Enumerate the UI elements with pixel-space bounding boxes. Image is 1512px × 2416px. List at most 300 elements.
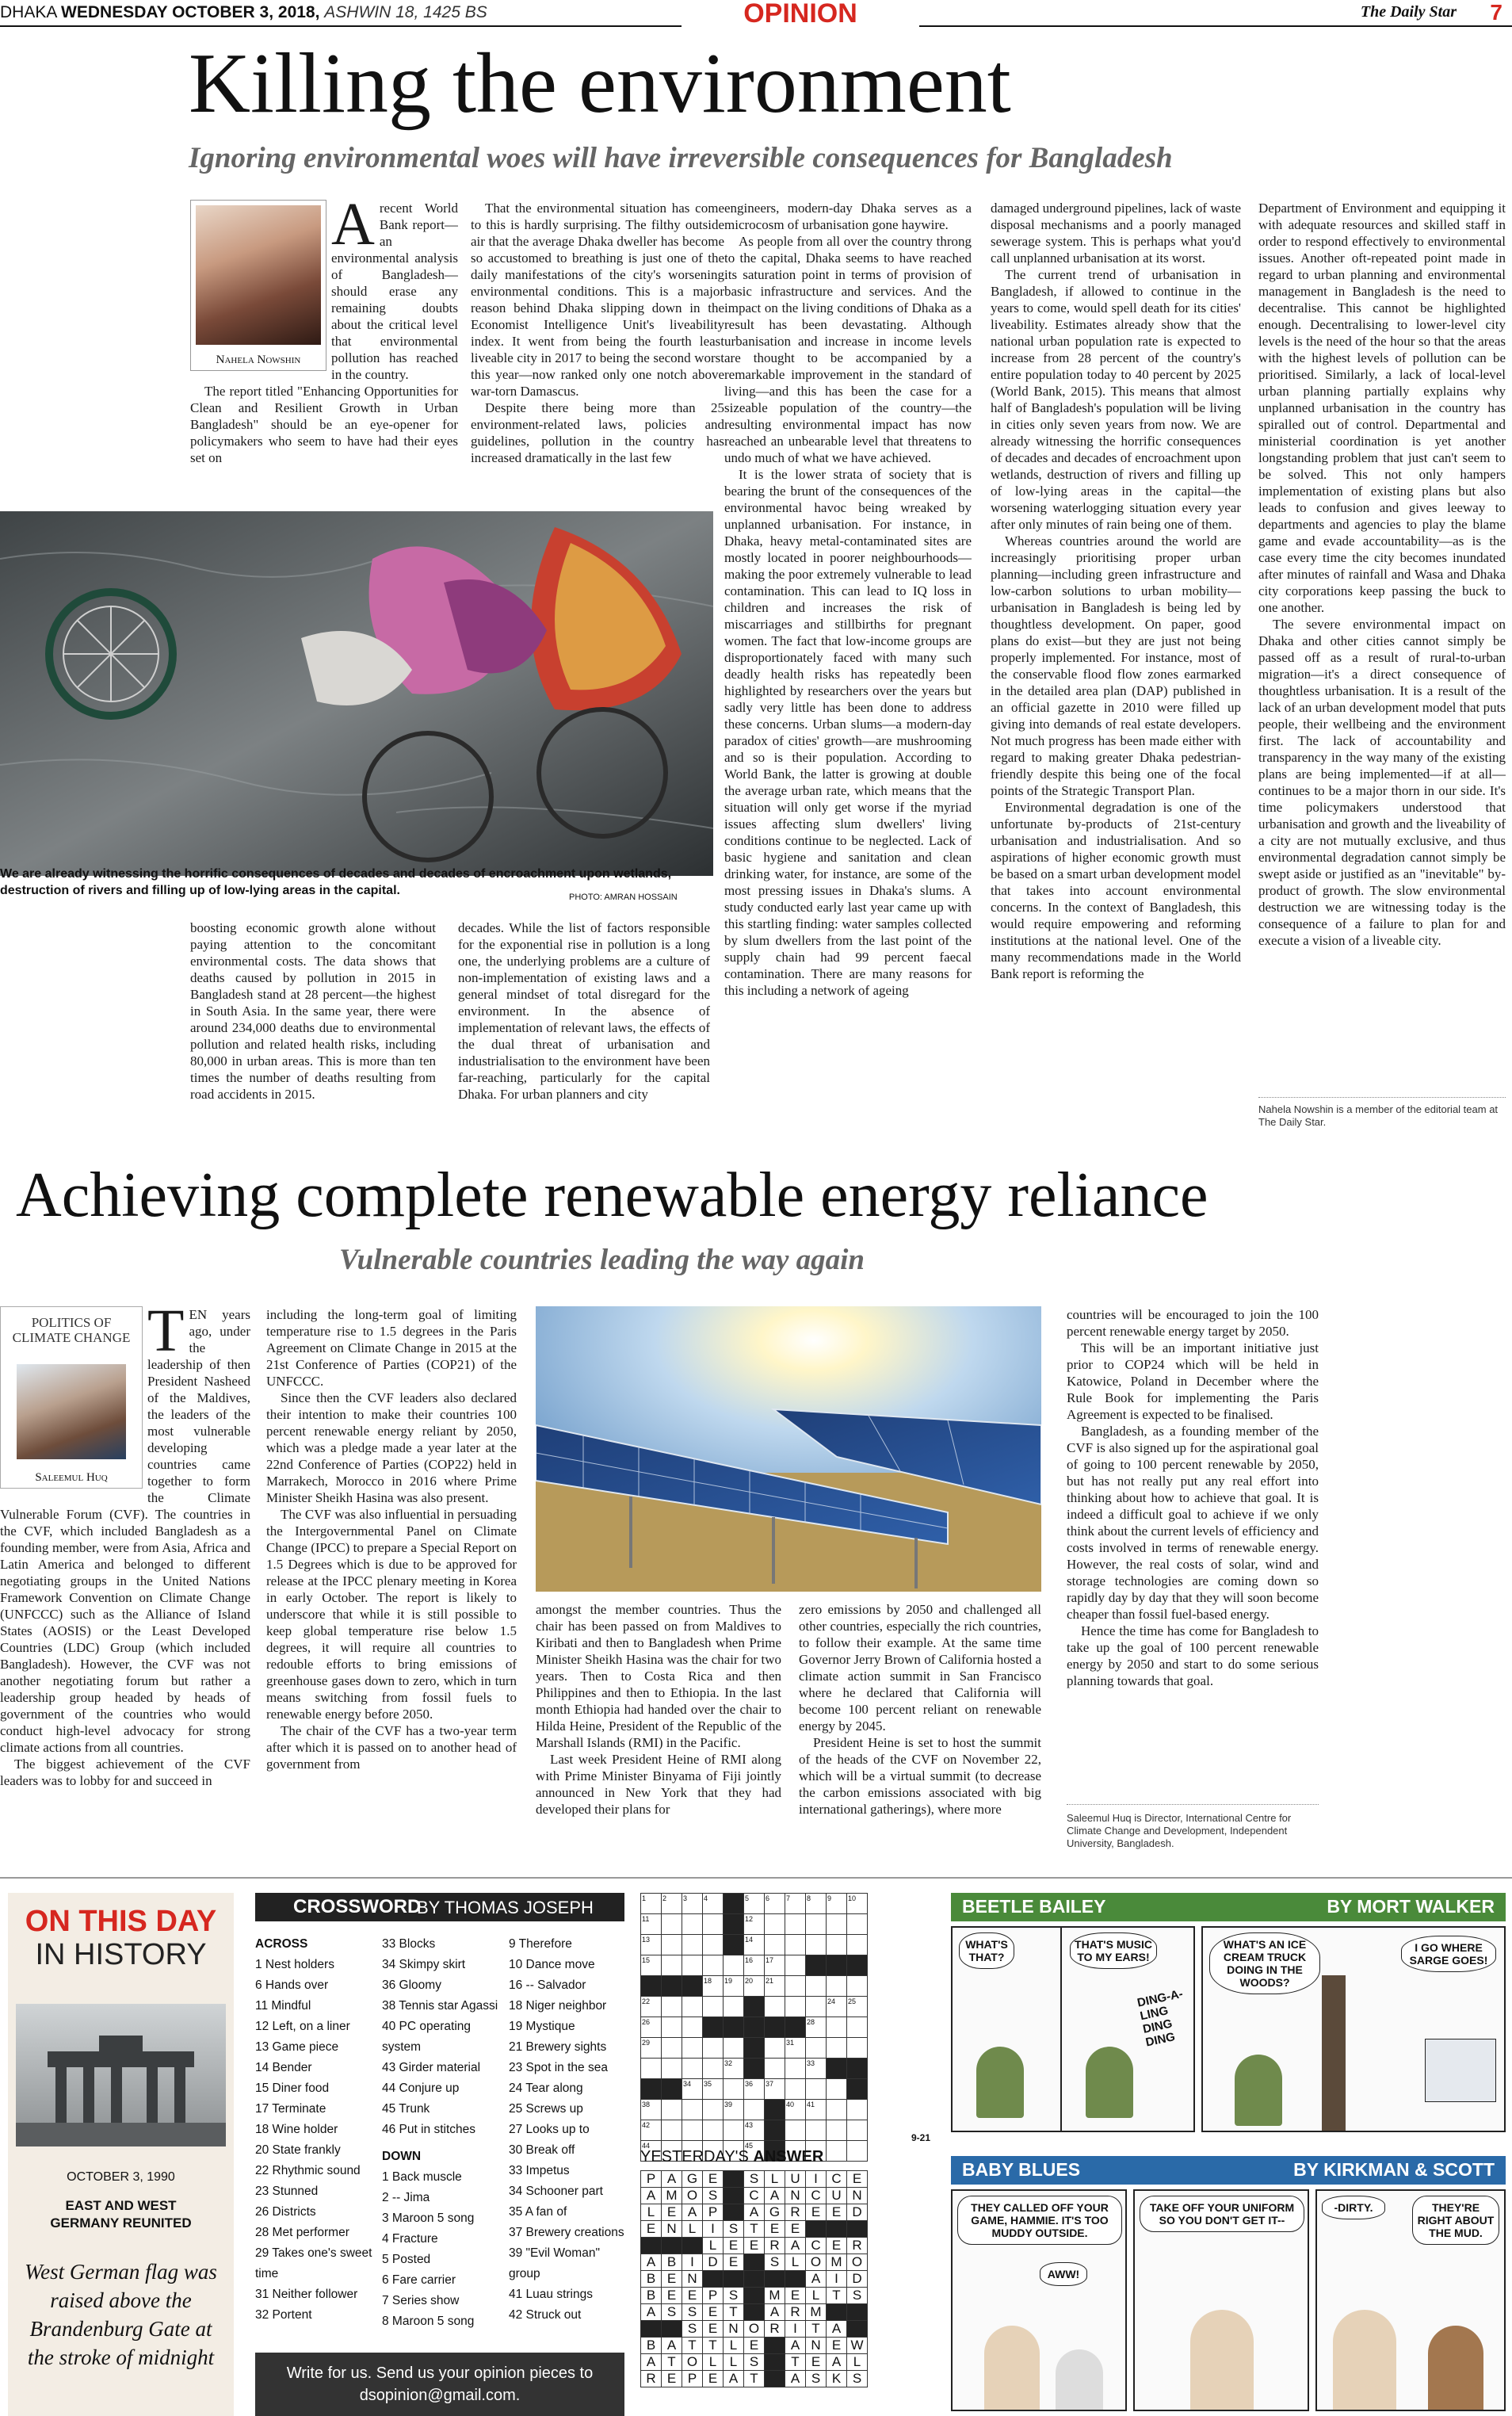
answer-letter: R: [641, 2371, 662, 2387]
article1-column-3: [724, 200, 972, 1141]
beetle-bailey-header: [951, 1893, 1506, 1921]
history-text: West German flag was raised above the Brandenburg Gate at the stroke of midnight: [25, 2260, 217, 2369]
grid-cell[interactable]: [847, 2017, 868, 2038]
clue: 35 A fan of: [509, 2205, 567, 2219]
grid-block: [765, 2100, 785, 2120]
rickshaw-flood-photo: [0, 511, 713, 876]
article2-col2d-text: The chair of the CVF has a two-year term after which it is passed on to another head of government from: [266, 1723, 517, 1772]
grid-cell[interactable]: [827, 2079, 847, 2100]
grid-cell[interactable]: [724, 2120, 744, 2141]
speech-bubble: WHAT'S THAT?: [959, 1932, 1014, 1969]
grid-cell[interactable]: [765, 2038, 785, 2059]
answer-letter: A: [827, 2354, 847, 2371]
clue: 33 Impetus: [509, 2164, 570, 2177]
parent-figure: [1333, 2310, 1396, 2411]
grid-block: [703, 2017, 724, 2038]
answer-letter: N: [724, 2321, 744, 2338]
article2-col5-text: countries will be encouraged to join the 100 percent renewable energy target by 2050.: [1067, 1307, 1319, 1339]
clue: 17 Terminate: [255, 2102, 326, 2116]
article2-col3-text: amongst the member countries. Thus the chair has been passed on from Maldives to Kiribati and then to Bangladesh when Prime Minister Sheikh Hasina was the chair for two years. Then to Costa Rica and then Philippines and then to Ethiopia. In the last month Ethiopia had handed over the chair to Hilda Heine, President of the Republic of the Marshall Islands (RMI) in the Pacific.: [536, 1602, 781, 1750]
grid-cell[interactable]: [641, 2059, 662, 2079]
grid-block: [744, 1997, 765, 2017]
baby-blues-header: [951, 2156, 1506, 2185]
grid-cell[interactable]: 31: [785, 2038, 806, 2059]
grid-cell[interactable]: [703, 1935, 724, 1955]
answer-letter: O: [682, 2188, 703, 2204]
article2-col2c-text: The CVF was also influential in persuading the Intergovernmental Panel on Climate Change (IPCC) to prepare a Special Report on 1.5 Degrees which is due to be approved for release at the IPCC plenary meeting in Korea in early October. The report is likely to underscore that while it is still possible to keep global temperature rise below 1.5 degrees, it will require all countries to redouble efforts to bring emissions of greenhouse gases down to zero, which in turn means switching from fossil fuels to renewable energy before 2050.: [266, 1507, 517, 1722]
grid-cell[interactable]: [806, 1997, 827, 2017]
answer-block: [682, 2238, 703, 2254]
article2-column-5: [1067, 1306, 1319, 1798]
article2-col5b-text: This will be an important initiative just prior to COP24 which will be held in Katowice, Poland in December where the Rule Book for implementing the Paris Agreement is expected to be finalised.: [1067, 1340, 1319, 1422]
grid-cell[interactable]: [806, 2079, 827, 2100]
grid-cell[interactable]: [806, 2120, 827, 2141]
article2-col5c-text: Bangladesh, as a founding member of the CVF is also signed up for the aspirational goal of going to 100 percent renewable by 2050, but has not really put any real effort into thinking about how to achieve that goal. It is indeed a difficult goal to achieve if we only think about the current levels of efficiency and costs involved in terms of renewable energy. However, the real costs of solar, wind and storage technologies are coming down so rapidly day by day that they will soon become cheaper than fossil fuel-based energy.: [1067, 1424, 1319, 1622]
answer-letter: A: [662, 2171, 682, 2188]
answer-letter: S: [662, 2304, 682, 2321]
grid-block: [847, 2059, 868, 2079]
grid-cell[interactable]: [703, 1914, 724, 1935]
article1-col3-text: engineers, modern-day Dhaka serves as a microcosm of urbanisation gone haywire.: [724, 201, 972, 232]
crossword-byline: BY THOMAS JOSEPH: [417, 1898, 594, 1917]
answer-letter: A: [744, 2204, 765, 2221]
grid-block: [724, 1935, 744, 1955]
answer-letter: S: [765, 2254, 785, 2271]
answer-letter: A: [785, 2338, 806, 2354]
answer-letter: G: [682, 2171, 703, 2188]
history-event: EAST AND WEST GERMANY REUNITED: [50, 2198, 192, 2231]
grid-cell[interactable]: [785, 1976, 806, 1997]
grid-cell[interactable]: [662, 2059, 682, 2079]
clue: 24 Tear along: [509, 2082, 583, 2095]
clue: 33 Blocks: [382, 1937, 436, 1951]
grid-block: [765, 2017, 785, 2038]
answer-letter: T: [785, 2354, 806, 2371]
grid-cell[interactable]: [827, 1914, 847, 1935]
parent-figure: [984, 2326, 1040, 2411]
article1-col4b-text: The current trend of urbanisation in Bangladesh, if allowed to continue in the years to come, would spell death for its cities' liveability. Estimates already show that the national urban population rate is expected to increase from 28 percent of the country's entire population today to 40 percent by 2025 (World Bank, 2015). This means that almost half of Bangladesh's population will be living in cities only seven years from now. We are already witnessing the horrific consequences of decades and decades of encroachment upon wetlands, destruction of rivers and filling up of low-lying areas in the capital—the worsening waterlogging situation every year after only minutes of rain being one of them.: [991, 267, 1241, 532]
article1-column-4: [991, 200, 1241, 1141]
article1-col4-text: damaged underground pipelines, lack of waste disposal mechanisms and a poorly managed sewerage system. This is perhaps what you'd call unplanned urbanisation at its worst.: [991, 201, 1241, 266]
answer-block: [641, 2321, 662, 2338]
grid-cell[interactable]: [703, 1997, 724, 2017]
answer-letter: P: [682, 2371, 703, 2387]
clue: 21 Brewery sights: [509, 2040, 607, 2054]
answer-letter: E: [744, 2238, 765, 2254]
grid-cell[interactable]: [847, 2141, 868, 2162]
answer-letter: M: [662, 2188, 682, 2204]
speech-bubble: -DIRTY.: [1322, 2196, 1385, 2219]
grid-cell[interactable]: [806, 1935, 827, 1955]
grid-cell[interactable]: [682, 2120, 703, 2141]
grid-cell[interactable]: [847, 1914, 868, 1935]
grid-cell[interactable]: [806, 1914, 827, 1935]
bio-divider: [1258, 1097, 1506, 1098]
answer-block: [662, 2321, 682, 2338]
grid-cell[interactable]: 29: [641, 2038, 662, 2059]
grid-cell[interactable]: 36: [744, 2079, 765, 2100]
grid-cell[interactable]: [724, 1955, 744, 1976]
clue: 39 "Evil Woman" group: [509, 2246, 600, 2280]
answer-letter: T: [662, 2354, 682, 2371]
grid-cell[interactable]: 33: [806, 2059, 827, 2079]
grid-cell[interactable]: [744, 2100, 765, 2120]
grid-cell[interactable]: [724, 2079, 744, 2100]
grid-cell[interactable]: [682, 1935, 703, 1955]
grid-cell[interactable]: [682, 2038, 703, 2059]
answer-letter: E: [827, 2338, 847, 2354]
grid-cell[interactable]: [703, 1955, 724, 1976]
grid-cell[interactable]: 41: [806, 2100, 827, 2120]
answer-letter: K: [827, 2371, 847, 2387]
grid-cell[interactable]: 4: [703, 1894, 724, 1914]
grid-cell[interactable]: [847, 2038, 868, 2059]
speech-bubble: THEY CALLED OFF YOUR GAME, HAMMIE. IT'S TOO MUDDY OUTSIDE.: [957, 2196, 1122, 2245]
answer-letter: N: [785, 2188, 806, 2204]
article1-col2-lower-text: decades. While the list of factors responsible for the exponential rise in pollution is a long one, the underlying problems are a culture of non-implementation of existing laws and a general mindset of total disregard for the environment. In the absence of implementation of relevant laws, the effects of the dual threat of urbanisation and industrialisation to the environment have been far-reaching, particularly for the capital Dhaka. For urban planners and city: [458, 920, 710, 1102]
grid-cell[interactable]: 2: [662, 1894, 682, 1914]
grid-cell[interactable]: 21: [765, 1976, 785, 1997]
author-name: Saleemul Huq: [35, 1471, 108, 1484]
article2-col4b-text: President Heine is set to host the summit of the heads of the CVF on November 22, which will be a virtual summit (to decrease the carbon emissions associated with big international gatherings), where more: [799, 1735, 1041, 1817]
clue: 22 Rhythmic sound: [255, 2164, 361, 2177]
clue: 32 Portent: [255, 2308, 312, 2322]
answer-letter: B: [641, 2271, 662, 2288]
answer-letter: A: [641, 2304, 662, 2321]
answer-letter: R: [765, 2238, 785, 2254]
speech-bubble: THEY'RE RIGHT ABOUT THE MUD.: [1412, 2196, 1499, 2245]
grid-cell[interactable]: [847, 2120, 868, 2141]
answer-letter: T: [724, 2304, 744, 2321]
clue: 7 Series show: [382, 2294, 460, 2307]
grid-cell[interactable]: 8: [806, 1894, 827, 1914]
clue: 4 Fracture: [382, 2232, 438, 2246]
grid-cell[interactable]: 32: [724, 2059, 744, 2079]
answer-letter: S: [744, 2171, 765, 2188]
solar-panel-photo: [536, 1306, 1041, 1592]
answer-letter: L: [703, 2238, 724, 2254]
article2-col5d-text: Hence the time has come for Bangladesh to take up the goal of 100 percent renewable energy by 2050 and start to do some serious planning towards that goal.: [1067, 1623, 1319, 1688]
clue: 6 Hands over: [255, 1978, 329, 1992]
grid-cell[interactable]: 35: [703, 2079, 724, 2100]
grid-cell[interactable]: 25: [847, 1997, 868, 2017]
grid-cell[interactable]: 9: [827, 1894, 847, 1914]
answer-letter: A: [641, 2188, 662, 2204]
grid-cell[interactable]: [806, 1976, 827, 1997]
grid-cell[interactable]: 40: [785, 2100, 806, 2120]
grid-cell[interactable]: [827, 2038, 847, 2059]
clue: 25 Screws up: [509, 2102, 583, 2116]
answer-letter: B: [641, 2288, 662, 2304]
answer-letter: N: [682, 2271, 703, 2288]
answer-letter: B: [662, 2254, 682, 2271]
clue: 26 Districts: [255, 2205, 316, 2219]
article2-subhead: Vulnerable countries leading the way again: [339, 1244, 865, 1276]
across-clues-1: [255, 1934, 377, 2326]
grid-cell[interactable]: 11: [641, 1914, 662, 1935]
clue: 31 Neither follower: [255, 2288, 358, 2301]
grid-cell[interactable]: 44: [641, 2141, 662, 2162]
grid-cell[interactable]: [827, 2141, 847, 2162]
grid-cell[interactable]: [682, 1955, 703, 1976]
answer-letter: I: [703, 2221, 724, 2238]
answer-label: ANSWER: [753, 2148, 824, 2166]
grid-cell[interactable]: [827, 1935, 847, 1955]
article1-col5b-text: The severe environmental impact on Dhaka and other cities cannot simply be passed off as a result of rural-to-urban migration—it's a direct consequence of thoughtless urbanisation. It is a result of the lack of an urban development model that puts people, their wellbeing and the environment first. The lack of accountability and transparency in the way many of the existing plans are being implemented—if at all—continues to be a major thorn in our side. It's time policymakers understood that urbanisation and growth and the liveability of a city are not mutually exclusive, and thus environmental degradation cannot simply be swept aside or justified as an "inevitable" by-product of growth. The slow environmental destruction we are witnessing today is the consequence of a failure to plan for and execute a vision of a liveable city.: [1258, 617, 1506, 948]
answer-letter: L: [785, 2254, 806, 2271]
clue: 30 Break off: [509, 2143, 575, 2157]
clue: 23 Spot in the sea: [509, 2061, 608, 2074]
answer-letter: T: [682, 2338, 703, 2354]
grid-block: [806, 1955, 827, 1976]
answer-letter: T: [806, 2321, 827, 2338]
answer-letter: W: [847, 2338, 868, 2354]
photo-credit: PHOTO: AMRAN HOSSAIN: [569, 893, 678, 902]
answer-block: [641, 2238, 662, 2254]
grid-cell[interactable]: 17: [765, 1955, 785, 1976]
grid-cell[interactable]: 20: [744, 1976, 765, 1997]
clue: 13 Game piece: [255, 2040, 339, 2054]
grid-cell[interactable]: [682, 2059, 703, 2079]
answer-letter: U: [785, 2171, 806, 2188]
grid-cell[interactable]: [662, 1997, 682, 2017]
grid-cell[interactable]: [682, 1914, 703, 1935]
beetle-bailey-author: BY MORT WALKER: [1327, 1896, 1495, 1917]
answer-letter: I: [785, 2321, 806, 2338]
article2-headline: Achieving complete renewable energy reliance: [16, 1160, 1208, 1230]
page-number: 7: [1490, 0, 1502, 25]
clue: 12 Left, on a liner: [255, 2020, 350, 2033]
grid-block: [724, 1894, 744, 1914]
grid-cell[interactable]: [662, 2100, 682, 2120]
answer-block: [765, 2271, 785, 2288]
speech-bubble: I GO WHERE SARGE GOES!: [1401, 1936, 1496, 1972]
answer-grid: [640, 2170, 868, 2387]
footer-email[interactable]: dsopinion@gmail.com.: [359, 2387, 521, 2404]
answer-letter: A: [682, 2204, 703, 2221]
grid-cell[interactable]: 12: [744, 1914, 765, 1935]
clue: 44 Conjure up: [382, 2082, 460, 2095]
across-label: ACROSS: [255, 1937, 308, 1951]
grid-cell[interactable]: 10: [847, 1894, 868, 1914]
answer-block: [827, 2221, 847, 2238]
clue: 16 -- Salvador: [509, 1978, 586, 1992]
answer-letter: E: [662, 2271, 682, 2288]
article1-col5-text: Department of Environment and equipping it with adequate resources and skilled staff in order to respond effectively to environmental issues. Another oft-repeated point made in regard to urban planning and environmental management in Bangladesh is the need to decentralise. This cannot be highlighted enough. Decentralising to lower-level city levels is the need of the hour so that the areas with the highest levels of pollution can be prioritised. Similarly, a lack of local-level urban planning partially explains why unplanned urbanisation in the country has spiralled out of control. Departmental and ministerial coordination is yet another longstanding problem that just can't seem to be solved. This not only hampers implementation of existing plans but also leads to confusion and gives leeway to departments and agencies to play the blame game and evade accountability—as is the case every time the city becomes inundated after minutes of rainfall and Wasa and Dhaka city corporations keep passing the buck to one another.: [1258, 201, 1506, 615]
grid-block: [827, 1955, 847, 1976]
grid-cell[interactable]: [785, 2079, 806, 2100]
grid-cell[interactable]: 38: [641, 2100, 662, 2120]
answer-letter: R: [785, 2204, 806, 2221]
grid-cell[interactable]: [662, 2017, 682, 2038]
grid-cell[interactable]: [703, 2038, 724, 2059]
answer-letter: S: [682, 2321, 703, 2338]
grid-cell[interactable]: 45: [744, 2141, 765, 2162]
grid-cell[interactable]: 37: [765, 2079, 785, 2100]
answer-letter: L: [682, 2221, 703, 2238]
crossword-grid[interactable]: [640, 1893, 868, 2162]
grid-cell[interactable]: [785, 2059, 806, 2079]
answer-letter: C: [744, 2188, 765, 2204]
clue: 43 Girder material: [382, 2061, 481, 2074]
article1-col3c-text: It is the lower strata of society that is bearing the brunt of the consequences of the environmental havoc being wreaked by unplanned urbanisation. For instance, in Dhaka, heavy metal-contaminated sites are mostly located in poorer neighbourhoods—making the poor extremely vulnerable to lead contamination. This can lead to IQ loss in children and increases the risk of miscarriages and stillbirths for pregnant women. The fact that low-income groups are disproportionately faced with many such deadly health risks has repeatedly been highlighted by researchers over the years but sadly very little has been done to address these concerns. Urban slums—a modern-day paradox of cities' growth—are mushrooming and so is their population. According to World Bank, the latter is growing at double the average urban rate, which means that the situation will only get worse if the myriad issues affecting slum dwellers' living conditions continue to be neglected. Lack of basic hygiene and sanitation and clean drinking water, for instance, are some of the most pressing issues in Dhaka's slums. A study conducted early last year came up with this startling finding: water samples collected by slum dwellers from the last point of the supply chain had 99 percent faecal contamination. There are many reasons for this including a network of ageing: [724, 467, 972, 998]
grid-cell[interactable]: [827, 2120, 847, 2141]
answer-letter: I: [827, 2271, 847, 2288]
grid-cell[interactable]: [806, 2038, 827, 2059]
clue: 3 Maroon 5 song: [382, 2211, 475, 2225]
answer-letter: M: [806, 2304, 827, 2321]
answer-letter: S: [724, 2288, 744, 2304]
answer-letter: A: [641, 2254, 662, 2271]
baby-blues-author: BY KIRKMAN & SCOTT: [1293, 2159, 1495, 2180]
clue: 41 Luau strings: [509, 2288, 593, 2301]
answer-letter: M: [827, 2254, 847, 2271]
article2-col2b-text: Since then the CVF leaders also declared their intention to make their countries 100 percent renewable energy reliant by 2050, which was a pledge made a year later at the 22nd Conference of Parties (COP22) held in Marrakech, Morocco in 2016 where Prime Minister Sheikh Hasina was also present.: [266, 1390, 517, 1505]
on-this-day-panel: [8, 1893, 234, 2416]
grid-cell[interactable]: 42: [641, 2120, 662, 2141]
answer-letter: L: [703, 2354, 724, 2371]
child-figure: [1056, 2349, 1103, 2411]
grid-cell[interactable]: [703, 2100, 724, 2120]
grid-cell[interactable]: 43: [744, 2120, 765, 2141]
clue: 36 Gloomy: [382, 1978, 441, 1992]
answer-letter: E: [806, 2354, 827, 2371]
grid-cell[interactable]: [662, 2120, 682, 2141]
answer-letter: R: [785, 2304, 806, 2321]
answer-letter: A: [827, 2321, 847, 2338]
grid-cell[interactable]: [785, 1935, 806, 1955]
beetle-panel-3: [1201, 1926, 1506, 2132]
answer-block: [703, 2271, 724, 2288]
grid-cell[interactable]: [847, 1976, 868, 1997]
grid-cell[interactable]: [827, 2100, 847, 2120]
grid-cell[interactable]: 6: [765, 1894, 785, 1914]
grid-cell[interactable]: 1: [641, 1894, 662, 1914]
article2-col2-text: including the long-term goal of limiting temperature rise to 1.5 degrees in the Paris Agreement on Climate Change in 2015 at the 21st Conference of Parties (COP21) of the UNFCCC.: [266, 1307, 517, 1389]
grid-block: [847, 2079, 868, 2100]
grid-cell[interactable]: 3: [682, 1894, 703, 1914]
grid-cell[interactable]: [847, 2100, 868, 2120]
grid-cell[interactable]: [785, 1955, 806, 1976]
article2-column-3: [536, 1601, 781, 1853]
clue: 45 Trunk: [382, 2102, 430, 2116]
grid-cell[interactable]: 22: [641, 1997, 662, 2017]
grid-cell[interactable]: 14: [744, 1935, 765, 1955]
grid-cell[interactable]: [785, 1914, 806, 1935]
article1-col1-text: recent World Bank report—an environmental analysis of Bangladesh—should erase any remaining doubts about the critical level that environmental pollution has reached in the country.: [331, 201, 458, 382]
answer-letter: E: [703, 2321, 724, 2338]
grid-block: [827, 2059, 847, 2079]
baby-panel-3: [1315, 2189, 1506, 2411]
answer-letter: D: [847, 2271, 868, 2288]
answer-letter: T: [744, 2221, 765, 2238]
answer-letter: A: [806, 2271, 827, 2288]
grid-cell[interactable]: 19: [724, 1976, 744, 1997]
grid-cell[interactable]: [765, 1997, 785, 2017]
grid-block: [724, 2017, 744, 2038]
grid-cell[interactable]: 18: [703, 1976, 724, 1997]
grid-cell[interactable]: 7: [785, 1894, 806, 1914]
grid-cell[interactable]: 26: [641, 2017, 662, 2038]
answer-block: [724, 2188, 744, 2204]
tree-trunk: [1322, 1975, 1346, 2132]
grid-cell[interactable]: [785, 2120, 806, 2141]
article1-column-1-lower: [190, 919, 436, 1141]
grid-cell[interactable]: 13: [641, 1935, 662, 1955]
grid-cell[interactable]: 34: [682, 2079, 703, 2100]
grid-cell[interactable]: 15: [641, 1955, 662, 1976]
yesterday-answer-label: [640, 2148, 823, 2166]
grid-cell[interactable]: 39: [724, 2100, 744, 2120]
grid-cell[interactable]: [662, 1955, 682, 1976]
answer-letter: P: [641, 2171, 662, 2188]
answer-letter: N: [806, 2338, 827, 2354]
answer-letter: I: [806, 2171, 827, 2188]
answer-letter: E: [765, 2221, 785, 2238]
grid-cell[interactable]: [847, 1935, 868, 1955]
clue: 40 PC operating system: [382, 2020, 472, 2054]
grid-cell[interactable]: [827, 2017, 847, 2038]
answer-letter: E: [682, 2288, 703, 2304]
answer-letter: E: [806, 2204, 827, 2221]
answer-letter: E: [641, 2221, 662, 2238]
grid-cell[interactable]: [682, 1997, 703, 2017]
answer-letter: E: [847, 2171, 868, 2188]
grid-cell[interactable]: [703, 2059, 724, 2079]
article1-photo-caption: We are already witnessing the horrific consequences of decades and decades of encroachment upon wetlands, destruction of rivers and filling up of low-lying areas in the capital.: [0, 867, 672, 897]
answer-letter: S: [847, 2371, 868, 2387]
grid-cell[interactable]: [724, 2038, 744, 2059]
answer-letter: E: [662, 2204, 682, 2221]
clue: 37 Brewery creations: [509, 2226, 624, 2239]
grid-cell[interactable]: [765, 1935, 785, 1955]
clue: 15 Diner food: [255, 2082, 330, 2095]
dropcap: A: [331, 200, 375, 258]
grid-cell[interactable]: [827, 1976, 847, 1997]
answer-letter: L: [724, 2354, 744, 2371]
grid-block: [744, 2059, 765, 2079]
answer-block: [847, 2321, 868, 2338]
grid-cell[interactable]: 5: [744, 1894, 765, 1914]
grid-cell[interactable]: [662, 1914, 682, 1935]
article1-column-2: [471, 200, 724, 501]
grid-cell[interactable]: [785, 1997, 806, 2017]
grid-cell[interactable]: 24: [827, 1997, 847, 2017]
grid-cell[interactable]: [662, 1935, 682, 1955]
grid-cell[interactable]: [765, 1914, 785, 1935]
grid-cell[interactable]: [682, 2017, 703, 2038]
answer-letter: O: [744, 2321, 765, 2338]
grid-cell[interactable]: [662, 2038, 682, 2059]
answer-block: [806, 2221, 827, 2238]
answer-letter: E: [703, 2171, 724, 2188]
newspaper-logo: The Daily Star: [1360, 3, 1457, 21]
grid-cell[interactable]: [724, 1997, 744, 2017]
answer-letter: E: [744, 2338, 765, 2354]
speech-bubble: WHAT'S AN ICE CREAM TRUCK DOING IN THE WOODS?: [1209, 1932, 1320, 1994]
grid-cell[interactable]: [765, 2059, 785, 2079]
grid-cell[interactable]: 16: [744, 1955, 765, 1976]
grid-block: [724, 1914, 744, 1935]
grid-cell[interactable]: [703, 2120, 724, 2141]
grid-cell[interactable]: 28: [806, 2017, 827, 2038]
crossword-header: [255, 1893, 624, 1921]
grid-cell[interactable]: [682, 2100, 703, 2120]
answer-letter: S: [806, 2371, 827, 2387]
clue: 27 Looks up to: [509, 2123, 590, 2136]
article1-photo: [0, 511, 713, 876]
article1-col2-text: That the environmental situation has come to this is hardly surprising. The filthy outside air that the average Dhaka dweller has become so accustomed to breathing is just one of the daily manifestations of the city's worsening environmental conditions. This is a major reason behind Dhaka slipping down in the Economist Intelligence Unit's liveability index. It went from being the fourth least liveable city in 2017 to being the second worst this year—now ranked only one notch above war-torn Damascus.: [471, 201, 724, 399]
